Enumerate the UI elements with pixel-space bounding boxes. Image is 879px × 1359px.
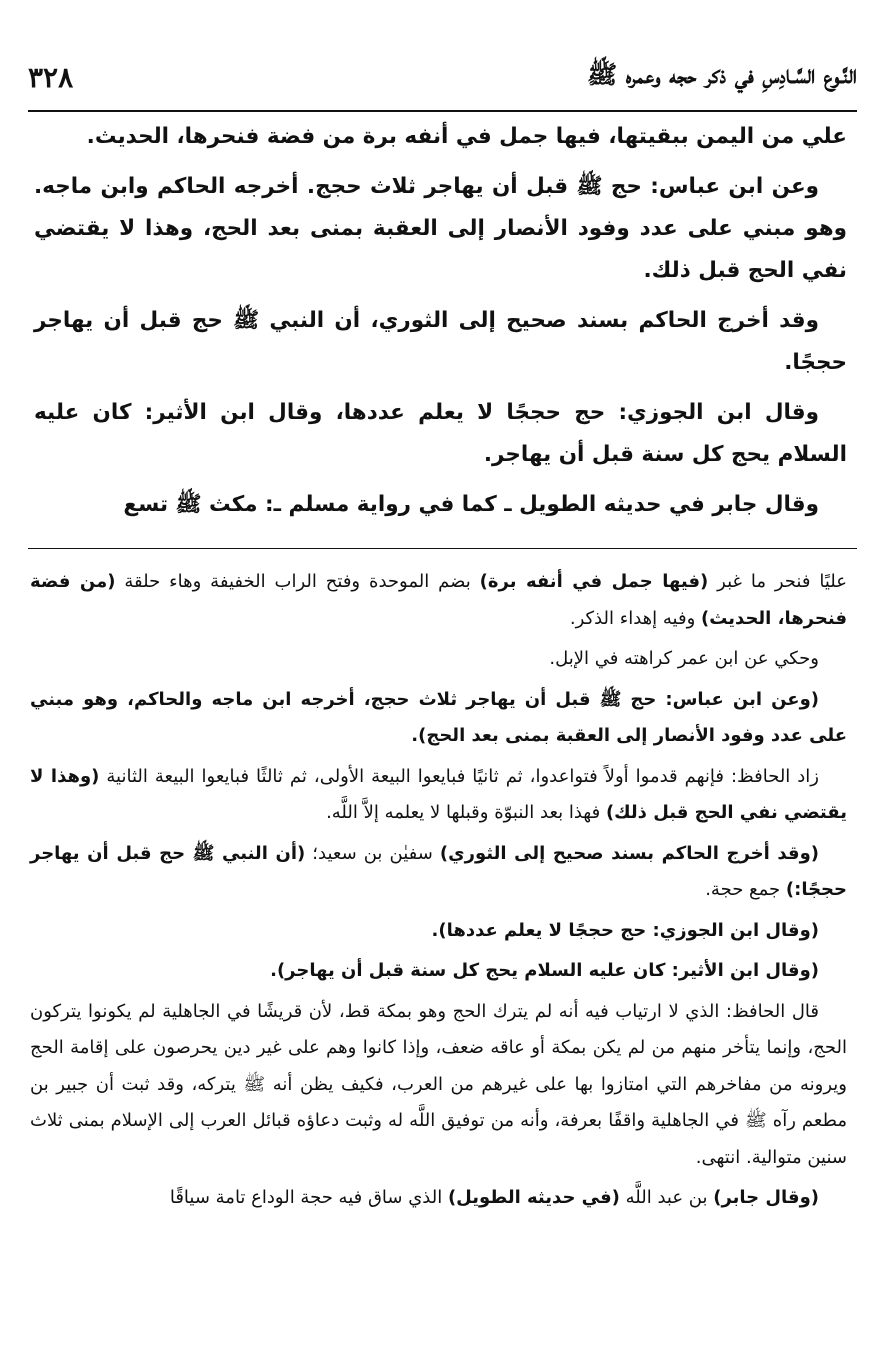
page-number: ٣٢٨ bbox=[28, 60, 74, 94]
quoted-paragraph: (وقال ابن الجوزي: حج حججًا لا يعلم عددها). bbox=[431, 919, 819, 941]
commentary-separator bbox=[28, 548, 857, 549]
commentary-paragraph bbox=[30, 759, 847, 832]
commentary-text: عليًا فنحر ما غبر bbox=[708, 571, 847, 592]
commentary-text: الذي ساق فيه حجة الوداع تامة سياقًا bbox=[169, 1187, 448, 1208]
header-rule bbox=[28, 110, 857, 112]
main-paragraph: وقال ابن الجوزي: حج حججًا لا يعلم عددها، وقال ابن الأثير: كان عليه السلام يحج كل سنة قبل أن يهاجر. bbox=[34, 400, 847, 467]
main-paragraph: علي من اليمن ببقيتها، فيها جمل في أنفه برة من فضة فنحرها، الحديث. bbox=[86, 124, 847, 149]
quoted-text: (في حديثه الطويل) bbox=[447, 1187, 620, 1208]
commentary-paragraph bbox=[30, 1180, 847, 1217]
running-header bbox=[28, 52, 857, 102]
quoted-text: (وقد أخرج الحاكم بسند صحيح إلى الثوري) bbox=[439, 842, 819, 864]
running-title: النَّـوع السَّـادِسِ في ذكر حجه وعمره ﷺ bbox=[586, 59, 857, 89]
main-text bbox=[34, 116, 847, 534]
main-paragraph: وقال جابر في حديثه الطويل ـ كما في رواية مسلم ـ: مكث ﷺ تسع bbox=[123, 492, 819, 517]
quoted-text: (وقال جابر) bbox=[713, 1187, 819, 1208]
commentary-text: وفيه إهداء الذكر. bbox=[569, 607, 701, 629]
commentary-text: فهذا بعد النبوّة وقبلها لا يعلمه إلاَّ اللَّه. bbox=[326, 802, 606, 823]
commentary-paragraph: قال الحافظ: الذي لا ارتياب فيه أنه لم يترك الحج وهو بمكة قط، لأن قريشًا في الجاهلية لم يكونوا يتركون الحج، وإنما يتأخر منهم من لم يكن بمكة أو عاقه ضعف، وإذا كانوا وهم على غير دين يحرصون على إقامة الحج ويرونه من مفاخرهم التي امتازوا بها على غيرهم من العرب، فكيف يظن أنه ﷺ يتركه، وقد ثبت أن جبير بن مطعم رآه ﷺ في الجاهلية واقفًا بعرفة، وأنه من توفيق اللَّه له وثبت دعاؤه قبائل العرب إلى الإسلام بمنى ثلاث سنين متوالية. انتهى. bbox=[30, 1000, 847, 1168]
quoted-text: (من فضة فنحرها، الحديث) bbox=[30, 571, 847, 629]
quoted-text: (أن النبي ﷺ حج قبل أن يهاجر حججًا:) bbox=[30, 842, 847, 900]
main-paragraph: وقد أخرج الحاكم بسند صحيح إلى الثوري، أن النبي ﷺ حج قبل أن يهاجر حججًا. bbox=[34, 308, 847, 375]
commentary-text: بضم الموحدة وفتح الراب الخفيفة وهاء حلقة bbox=[115, 571, 480, 592]
commentary-text: زاد الحافظ: فإنهم قدموا أولاً فتواعدوا، ثم ثانيًا فبايعوا البيعة الأولى، ثم ثالثًا فبايعوا البيعة الثانية bbox=[99, 765, 820, 787]
commentary-paragraph bbox=[30, 564, 847, 637]
commentary-text: جمع حجة. bbox=[705, 879, 786, 900]
commentary-text: سفيٰن بن سعيد؛ bbox=[305, 842, 440, 864]
commentary-paragraph bbox=[30, 836, 847, 909]
quoted-paragraph: (وقال ابن الأثير: كان عليه السلام يحج كل سنة قبل أن يهاجر). bbox=[270, 960, 819, 981]
quoted-text: (وهذا لا يقتضي نفي الحج قبل ذلك) bbox=[30, 765, 847, 823]
quoted-text: (فيها جمل في أنفه برة) bbox=[479, 571, 709, 592]
commentary-text: بن عبد اللَّه bbox=[619, 1187, 714, 1208]
main-paragraph: وعن ابن عباس: حج ﷺ قبل أن يهاجر ثلاث حجج. أخرجه الحاكم وابن ماجه. وهو مبني على عدد وفود الأنصار إلى العقبة بمنى بعد الحج، وهذا لا يقتضي نفي الحج قبل ذلك. bbox=[34, 174, 847, 283]
quoted-paragraph: (وعن ابن عباس: حج ﷺ قبل أن يهاجر ثلاث حجج، أخرجه ابن ماجه والحاكم، وهو مبني على عدد وفود الأنصار إلى العقبة بمنى بعد الحج). bbox=[30, 688, 847, 746]
commentary-paragraph: وحكي عن ابن عمر كراهته في الإبل. bbox=[549, 648, 819, 669]
commentary bbox=[30, 564, 847, 1221]
